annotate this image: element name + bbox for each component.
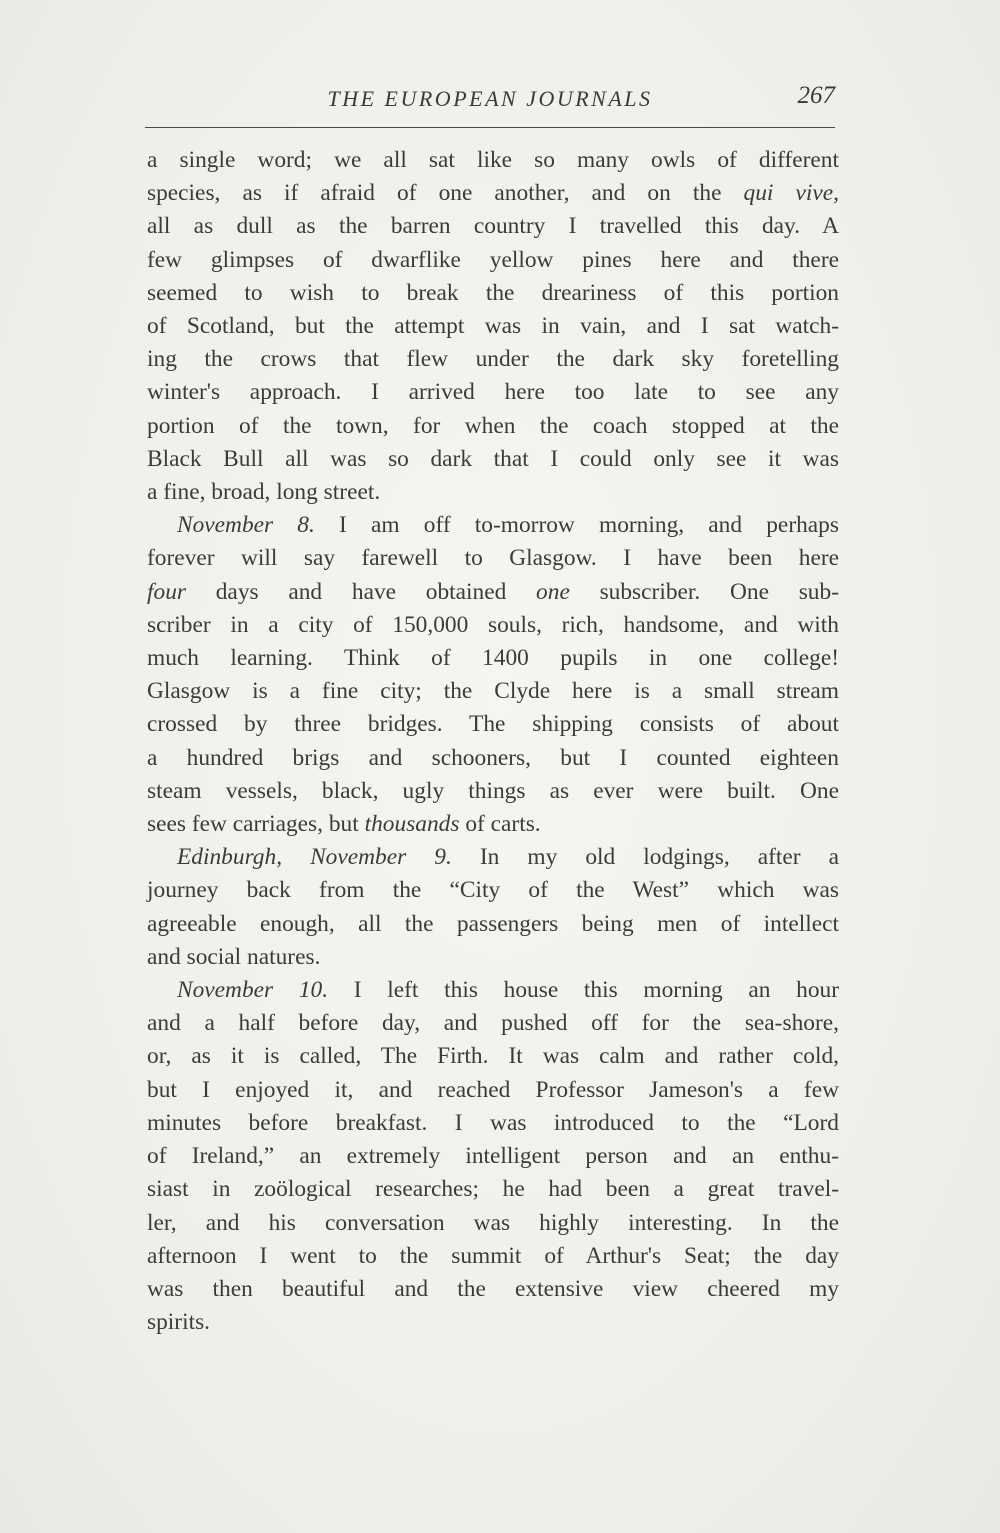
- running-head: [145, 80, 835, 120]
- text-line: winter's approach. I arrived here too late to see any: [147, 379, 839, 406]
- italic-text: qui vive,: [743, 180, 839, 207]
- text-line: agreeable enough, all the passengers being men of intellect: [147, 910, 839, 937]
- page-number: 267: [797, 82, 835, 109]
- text-line: and a half before day, and pushed off for the sea-shore,: [147, 1010, 839, 1037]
- header-rule: [145, 127, 835, 128]
- text-line: afternoon I went to the summit of Arthur's Seat; the day: [147, 1242, 839, 1269]
- text-line: few glimpses of dwarflike yellow pines here and there: [147, 246, 839, 273]
- text-line: was then beautiful and the extensive view cheered my: [147, 1275, 839, 1302]
- text-line: a fine, broad, long street.: [147, 479, 381, 506]
- text-line: November 10. I left this house this morning an hour: [177, 977, 839, 1004]
- text-line: journey back from the “City of the West” which was: [147, 877, 839, 904]
- text-line: siast in zoölogical researches; he had been a great travel-: [147, 1176, 839, 1203]
- italic-text: November 10.: [177, 977, 329, 1004]
- text-line: and social natures.: [147, 943, 321, 970]
- text-line: seemed to wish to break the dreariness of this portion: [147, 279, 839, 306]
- body-text: [147, 144, 839, 1339]
- text-line: spirits.: [147, 1309, 211, 1336]
- italic-text: thousands: [364, 811, 460, 838]
- text-line: or, as it is called, The Firth. It was calm and rather cold,: [147, 1043, 839, 1070]
- text-line: species, as if afraid of one another, and on the qui vive,: [147, 180, 839, 207]
- italic-text: one: [536, 578, 570, 605]
- paragraph: [147, 974, 839, 1339]
- text-line: Glasgow is a fine city; the Clyde here is a small stream: [147, 678, 839, 705]
- italic-text: four: [147, 578, 186, 605]
- text-line: steam vessels, black, ugly things as ever were built. One: [147, 777, 839, 804]
- text-line: minutes before breakfast. I was introduced to the “Lord: [147, 1109, 839, 1136]
- text-line: crossed by three bridges. The shipping consists of about: [147, 711, 839, 738]
- text-line: scriber in a city of 150,000 souls, rich, handsome, and with: [147, 611, 839, 638]
- text-line: of Ireland,” an extremely intelligent person and an enthu-: [147, 1143, 839, 1170]
- text-line: November 8. I am off to-morrow morning, and perhaps: [177, 512, 839, 539]
- text-line: of Scotland, but the attempt was in vain, and I sat watch-: [147, 313, 839, 340]
- paragraph: [147, 509, 839, 841]
- text-line: forever will say farewell to Glasgow. I have been here: [147, 545, 839, 572]
- running-title: THE EUROPEAN JOURNALS: [327, 86, 653, 111]
- italic-text: November 8.: [177, 512, 315, 539]
- text-line: all as dull as the barren country I travelled this day. A: [147, 213, 839, 240]
- text-line: much learning. Think of 1400 pupils in one college!: [147, 645, 839, 672]
- text-line: ing the crows that flew under the dark sky foretelling: [147, 346, 839, 373]
- paragraph: [147, 841, 839, 974]
- text-line: Edinburgh, November 9. In my old lodgings, after a: [177, 844, 839, 871]
- text-line: ler, and his conversation was highly interesting. In the: [147, 1209, 839, 1236]
- text-line: four days and have obtained one subscriber. One sub-: [147, 578, 839, 605]
- text-line: portion of the town, for when the coach stopped at the: [147, 412, 839, 439]
- text-line: a single word; we all sat like so many owls of different: [147, 147, 839, 173]
- italic-text: Edinburgh, November 9.: [177, 844, 452, 871]
- text-line: a hundred brigs and schooners, but I counted eighteen: [147, 744, 839, 771]
- text-line: sees few carriages, but thousands of carts.: [147, 811, 541, 838]
- paragraph: [147, 144, 839, 509]
- text-line: but I enjoyed it, and reached Professor Jameson's a few: [147, 1076, 839, 1103]
- text-line: Black Bull all was so dark that I could only see it was: [147, 445, 839, 472]
